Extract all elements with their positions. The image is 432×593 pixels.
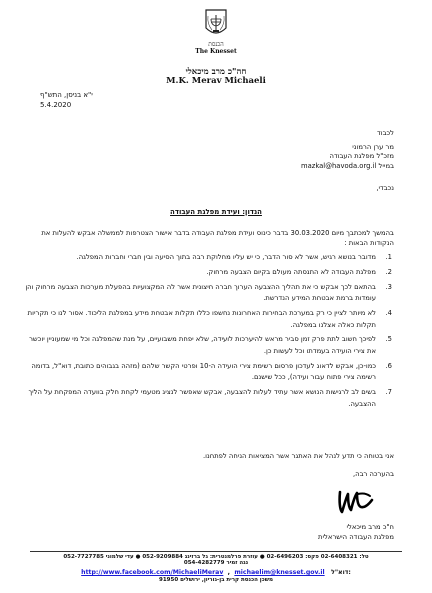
- recipient-title: מזכ"ל מפלגת העבודה: [329, 152, 394, 161]
- footer-contacts: טל: 02-6408321 פקס: 02-6496203 ● עוזרת פרלמנטרית: גל ברזינג 052-9209884 ● עדי שלמוני 052-7727785: [63, 554, 369, 560]
- recipient-salutation: לכבוד: [377, 129, 394, 137]
- member-name-english: M.K. Merav Michaeli: [166, 76, 266, 86]
- recipient-email-prefix: במייל: [378, 161, 394, 170]
- knesset-emblem-icon: [204, 8, 228, 38]
- footer-email-label: דוא"ל:: [331, 569, 351, 576]
- intro-paragraph: בהמשך למכתבך מיום 30.03.2020 בדבר כינוס ועידת מפלגת העבודה בדבר אישור הצטרפות לממשלה אבקש להעלות את הנקודות הבאות :: [41, 229, 394, 247]
- list-item: כמו-כן, אבקש לדאוג לעדכון פרסום רשימת צירי הועידה ה-10 ופרטי הקשר שלהם (מזהה בגבוהים כתובת, דוא"ל, בדומה רשימה צירי פתוח עבור ועידה), ככל שישנם.: [31, 361, 376, 382]
- handwritten-signature: [336, 484, 376, 516]
- list-item: מפלגת העבודה לא התנסתה מעולם בקיום הצבעה מרחוק.: [206, 267, 376, 276]
- signature-title: מפלגת העבודה הישראלית: [318, 533, 394, 541]
- list-item: לא מיותר לציין כי רק במערכת הבחירות האחרונות נחשפו כללו תקלות אבטחת מידע במפלגת הליכוד. אסור לנו כי תקריות תקלות כאלה אצלנו במפלגה.: [27, 308, 376, 329]
- regards: בהערכה רבה,: [352, 470, 394, 478]
- date-gregorian: 5.4.2020: [40, 101, 72, 109]
- recipient-block: [38, 129, 394, 171]
- list-item: בשים לב לרגישות הנושא אשר עתיד לעלות להצבעה, אבקש שאפשר לנציג מטעמי לקחת חלק בוועדה המפקחת על הליך ההצבעה.: [28, 388, 376, 408]
- greeting: נכבדי,: [376, 184, 394, 192]
- letterhead-name-hebrew: הכנסת: [208, 41, 224, 48]
- footer-divider: [30, 551, 402, 552]
- footer-contacts-2: נגה זמיר 054-4282779: [183, 560, 249, 566]
- footer-links: http://www.facebook.com/MichaeliMerav , michaelim@knesset.gov.il דוא"ל:: [81, 569, 351, 576]
- points-list: [24, 252, 394, 413]
- list-item: מדובר בנושא רגיש, אשר לא סור הדבר, כי יש עליו מחלוקת רבה בתוך הסיעה ובין חברי וחברות המפלגה.: [76, 253, 376, 261]
- list-item: בהתאם לכך אבקש כי את תהליך ההצבעה הערוך חברה חיצונית אשר לה המקצועיות בהפעלת מערכות הצבעה מרחוק והן עומדות ברמת אבטחת המידע הנדרשת.: [25, 282, 376, 303]
- date-hebrew: י"א בניסן, התש"ף: [40, 91, 93, 99]
- recipient-email-line: [38, 162, 394, 172]
- recipient-email[interactable]: mazkal@havoda.org.il: [300, 161, 377, 170]
- signature-name: ח"כ מרב מיכאלי: [346, 523, 394, 531]
- email-link[interactable]: michaelim@knesset.gov.il: [234, 569, 325, 576]
- member-name-hebrew: חה"כ מרב מיכאלי: [185, 67, 247, 77]
- closing-sentence: אני בטוחה כי תדע לנהל את האתגר אשר המציאות הניחה לפתחנו.: [203, 452, 394, 460]
- recipient-name: מר ערן הרמוני: [352, 142, 394, 151]
- letterhead-name-english: The Knesset: [195, 48, 237, 55]
- list-item: לפיכך חשוב לתת פרק זמן סביר מראש להיערכות לועידה, שלא יפחת משבועיים, על מנת שהמפלגה וכל מי שמעוניין יוכשר את צירי הועידה בעמדתו וכל לעשות כן.: [29, 335, 376, 355]
- footer-address: משכן הכנסת קרית בן-גוריון, ירושלים 91950: [159, 577, 273, 583]
- facebook-link[interactable]: http://www.facebook.com/MichaeliMerav: [81, 569, 224, 576]
- subject-line: הנדון: ועידת מפלגת העבודה: [170, 208, 262, 216]
